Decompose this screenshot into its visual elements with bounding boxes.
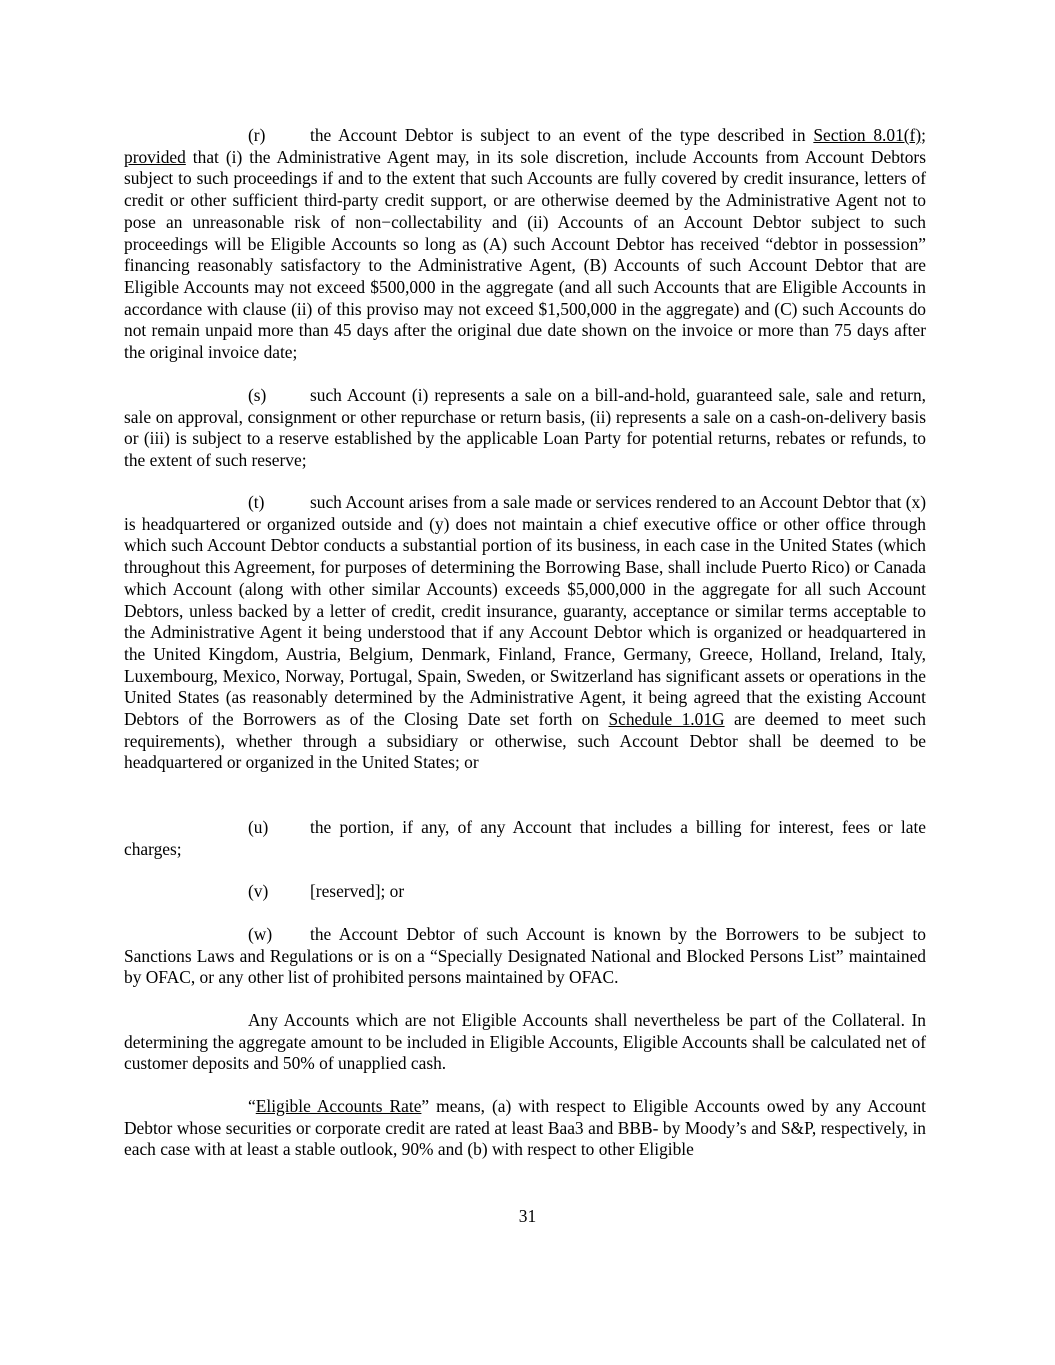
clause-u (124, 817, 926, 860)
clause-label: (t) (248, 492, 265, 512)
clause-label: (r) (248, 125, 266, 145)
schedule-reference: Schedule 1.01G (608, 709, 725, 730)
clause-text: such Account (i) represents a sale on a bill-and-hold, guaranteed sale, sale and return, sale on approval, consignment or other repurchase or return basis, (ii) represents a sale on a cash-on-delivery basis or (iii) is subject to a reserve established by the applicable Loan Party for potential returns, rebates or refunds, to the extent of such reserve; (124, 385, 926, 471)
close-quote: ” (421, 1096, 430, 1116)
clause-label: (w) (248, 924, 273, 944)
clause-label: (u) (248, 817, 269, 837)
clause-s (124, 385, 926, 472)
defined-term: Eligible Accounts Rate (255, 1096, 422, 1116)
clause-text: such Account arises from a sale made or services rendered to an Account Debtor that (x) is headquartered or organized outside and (y) does not maintain a chief executive office or other office through which such Account Debtor conducts a substantial portion of its business, in each case in the United States (which throughout this Agreement, for purposes of determining the Borrowing Base, shall include Puerto Rico) or Canada which Account (along with other similar Accounts) exceeds $5,000,000 in the aggregate for all such Account Debtors, unless backed by a letter of credit, credit insurance, guaranty, acceptance or similar terms acceptable to the Administrative Agent it being understood that if any Account Debtor which is organized or headquartered in the United Kingdom, Austria, Belgium, Denmark, Finland, France, Germany, Greece, Holland, Ireland, Italy, Luxembourg, Mexico, Norway, Portugal, Spain, Sweden, or Switzerland has significant assets or operations in the United States (as reasonably determined by the Administrative Agent, it being agreed that the existing Account Debtors of the Borrowers as of the Closing Date set forth on (124, 492, 926, 730)
clause-v (124, 881, 926, 903)
clause-text: ; (921, 125, 926, 145)
clause-t (124, 492, 926, 774)
clause-text: are deemed to meet such requirements), whether through a subsidiary or otherwise, such Account Debtor shall be deemed to be headquartered or organized in the United States; or (124, 709, 926, 773)
clause-text: the Account Debtor is subject to an event of the type described in (310, 125, 814, 145)
clause-text: the portion, if any, of any Account that includes a billing for interest, fees or late charges; (124, 817, 926, 859)
clause-text: the Account Debtor of such Account is known by the Borrowers to be subject to Sanctions Laws and Regulations or is on a “Specially Designated National and Blocked Persons List” maintained by OFAC, or any other list of prohibited persons maintained by OFAC. (124, 924, 926, 988)
page-number: 31 (518, 1206, 537, 1226)
proviso-term: provided (124, 146, 186, 167)
paragraph-text: Any Accounts which are not Eligible Accounts shall nevertheless be part of the Collateral. In determining the aggregate amount to be included in Eligible Accounts, Eligible Accounts shall be calculated net of customer deposits and 50% of unapplied cash. (124, 1010, 926, 1074)
open-quote: “ (248, 1096, 256, 1116)
definition-text: means, (a) with respect to Eligible Accounts owed by any Account Debtor whose securities or corporate credit are rated at least Baa3 and BBB- by Moody’s and S&P, respectively, in each case with at least a stable outlook, 90% and (b) with respect to other Eligible (124, 1096, 926, 1160)
closing-paragraph (124, 1010, 926, 1075)
clause-text: [reserved]; or (310, 881, 405, 901)
clause-text: that (i) the Administrative Agent may, in its sole discretion, include Accounts from Account Debtors subject to such proceedings if and to the extent that such Accounts are fully covered by credit insurance, letters of credit or other sufficient third-party credit support, or are otherwise deemed by the Administrative Agent not to pose an unreasonable risk of non−collectability and (ii) Accounts of an Account Debtor subject to such proceedings will be Eligible Accounts so long as (A) such Account Debtor has received “debtor in possession” financing reasonably satisfactory to the Administrative Agent, (B) Accounts of such Account Debtor that are Eligible Accounts may not exceed $500,000 in the aggregate (and all such Accounts that are Eligible Accounts in accordance with clause (ii) of this proviso may not exceed $1,500,000 in the aggregate) and (C) such Accounts do not remain unpaid more than 45 days after the original due date shown on the invoice or more than 75 days after the original invoice date; (124, 146, 926, 363)
clause-label: (v) (248, 881, 269, 901)
section-reference: Section 8.01(f) (813, 125, 922, 145)
clause-r (124, 125, 926, 364)
clause-w (124, 924, 926, 989)
definition-eligible-accounts-rate (124, 1096, 926, 1161)
clause-label: (s) (248, 385, 267, 405)
